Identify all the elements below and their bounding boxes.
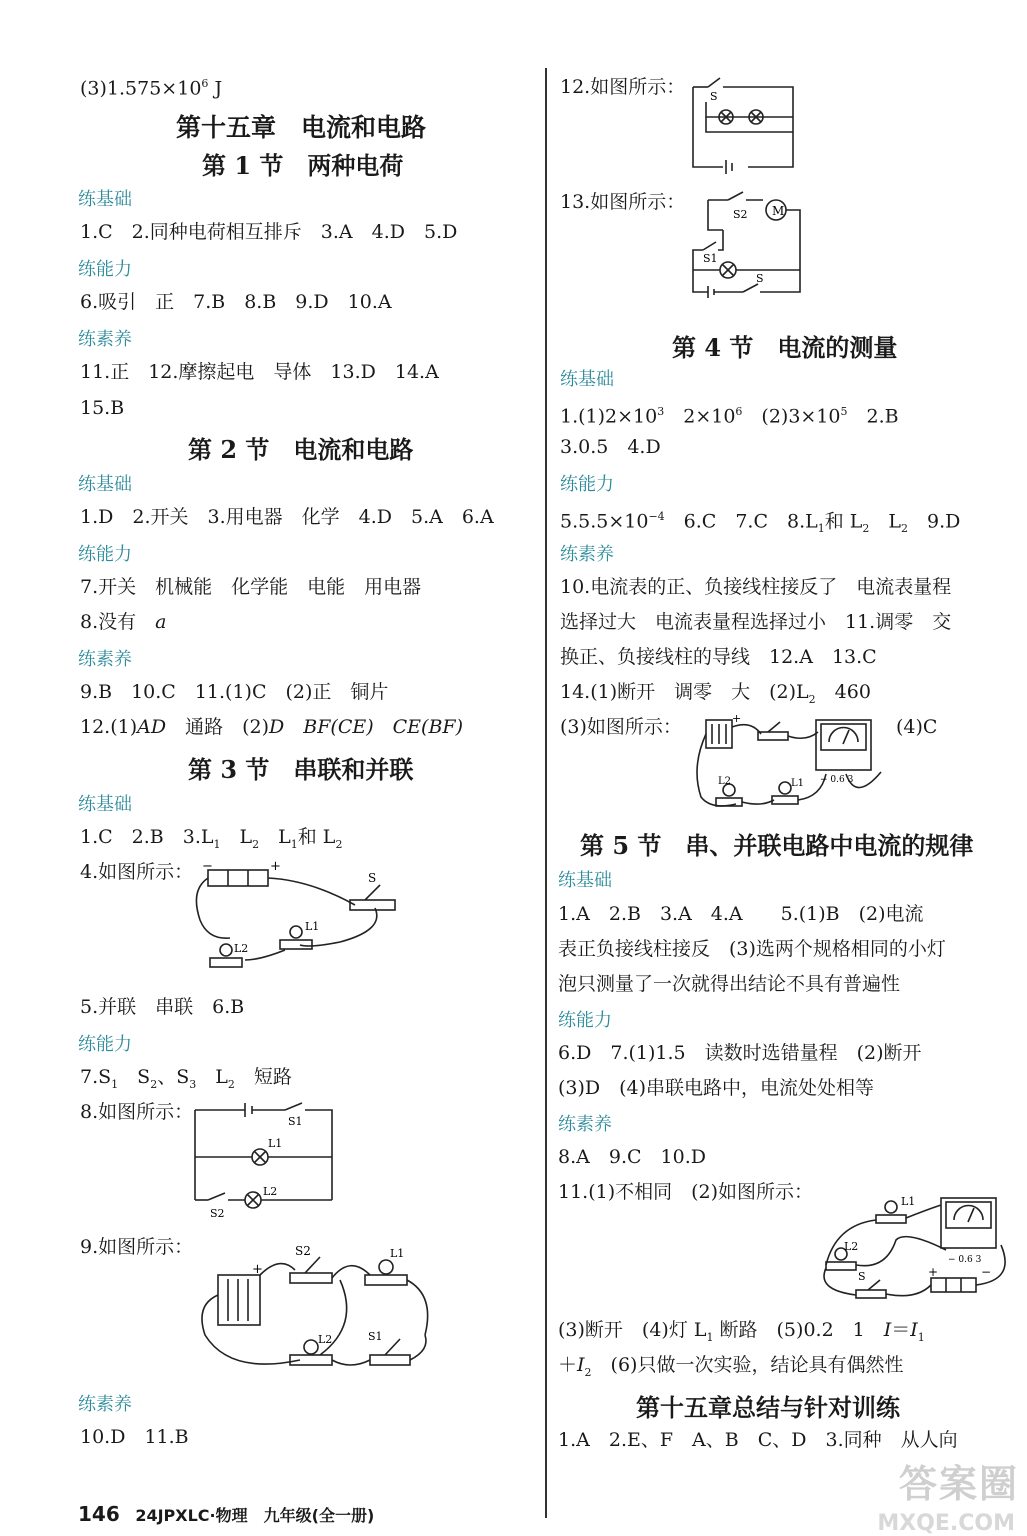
page-number: 146: [78, 1502, 120, 1526]
svg-text:S: S: [710, 90, 718, 103]
svg-text:M: M: [772, 204, 785, 218]
section-title-5: 第 5 节 串、并联电路中电流的规律: [580, 831, 974, 860]
answer-line: 泡只测量了一次就得出结论不具有普遍性: [558, 973, 901, 995]
answer-line: 4.如图所示：: [80, 861, 194, 883]
answer-line: 选择过大 电流表量程选择过小 11.调零 交: [560, 611, 952, 633]
svg-text:L2: L2: [263, 1185, 278, 1198]
answer-line: 6.吸引 正 7.B 8.B 9.D 10.A: [80, 291, 392, 313]
answer-line: (4)C: [896, 716, 938, 738]
answer-line: 10.D 11.B: [80, 1426, 189, 1448]
svg-text:L1: L1: [791, 778, 805, 789]
circuit-figure-8: [190, 1095, 340, 1220]
answer-line: $1.(1)2\times 10^3$ $2\times 10^6$ $(2)3\times 10^5$ 2.B: [560, 405, 899, 428]
circuit-figure-12: [688, 72, 798, 177]
svg-text:+: +: [732, 712, 742, 725]
answer-line: 12.如图所示：: [560, 76, 686, 98]
svg-text:L2: L2: [844, 1240, 859, 1253]
svg-text:L1: L1: [268, 1137, 283, 1150]
label-jichu: 练基础: [558, 870, 612, 891]
answer-line: 7.开关 机械能 化学能 电能 用电器: [80, 576, 422, 598]
answer-line: (3)断开 (4)灯 $L_1$ 断路 (5)0.2 1 $I=I_1$: [558, 1319, 925, 1344]
section-title-1: 第 1 节 两种电荷: [202, 151, 404, 180]
label-nengli: 练能力: [78, 544, 132, 565]
summary-title: 第十五章总结与针对训练: [636, 1393, 900, 1422]
answer-line: 表正负接线柱接反 (3)选两个规格相同的小灯: [558, 938, 946, 960]
answer-line: 1.A 2.B 3.A 4.A 5.(1)B (2)电流: [558, 903, 924, 925]
label-nengli: 练能力: [78, 259, 132, 280]
answer-line: 14.(1)断开 调零 大 $(2)L_2$ 460: [560, 681, 871, 706]
section-title-2: 第 2 节 电流和电路: [188, 435, 414, 464]
label-suyang: 练素养: [78, 649, 132, 670]
answer-line: 11.正 12.摩擦起电 导体 13.D 14.A: [80, 361, 439, 383]
svg-text:S1: S1: [368, 1330, 383, 1343]
circuit-figure-14: [696, 712, 886, 812]
svg-text:S1: S1: [288, 1115, 303, 1128]
svg-text:+: +: [252, 1262, 263, 1277]
page-footer: [78, 1502, 374, 1526]
svg-text:+: +: [928, 1265, 939, 1279]
answer-line: 8.如图所示：: [80, 1101, 194, 1123]
svg-text:−: −: [981, 1265, 992, 1279]
svg-text:L1: L1: [390, 1247, 405, 1260]
svg-text:S: S: [858, 1270, 866, 1283]
label-jichu: 练基础: [78, 794, 132, 815]
answer-line: 1.A 2.E、F A、B C、D 3.同种 从人向: [558, 1429, 958, 1451]
svg-text:S: S: [368, 871, 377, 885]
answer-line: 9.如图所示：: [80, 1236, 194, 1258]
svg-text:− 0.6 3: − 0.6 3: [948, 1255, 982, 1265]
label-suyang: 练素养: [78, 1394, 132, 1415]
svg-text:S2: S2: [733, 208, 748, 221]
answer-line: (3)D (4)串联电路中，电流处处相等: [558, 1077, 875, 1099]
watermark-url: MXQE.COM: [877, 1511, 1015, 1536]
section-title-4: 第 4 节 电流的测量: [672, 333, 898, 362]
svg-text:−: −: [202, 860, 213, 874]
label-nengli: 练能力: [558, 1010, 612, 1031]
label-nengli: 练能力: [78, 1034, 132, 1055]
label-jichu: 练基础: [78, 189, 132, 210]
answer-line: (3)如图所示：: [560, 716, 682, 738]
answer-line: 12.(1)AD 通路 (2)D BF(CE) CE(BF): [80, 716, 464, 738]
answer-line: $5.5.5\times 10^{-4}$ 6.C 7.C $8.L_1$和 $L_2$ $L_2$ 9.D: [560, 510, 961, 536]
svg-text:S: S: [756, 272, 764, 285]
svg-text:S2: S2: [210, 1207, 225, 1220]
answer-line: 1.D 2.开关 3.用电器 化学 4.D 5.A 6.A: [80, 506, 494, 528]
watermark-logo: 答案圈: [898, 1462, 1019, 1506]
circuit-figure-13: [688, 190, 813, 300]
answer-line: 10.电流表的正、负接线柱接反了 电流表量程: [560, 576, 952, 598]
circuit-figure-9: [190, 1235, 440, 1380]
answer-line: 换正、负接线柱的导线 12.A 13.C: [560, 646, 877, 668]
svg-text:L1: L1: [305, 920, 320, 933]
answer-line: 5.并联 串联 6.B: [80, 996, 245, 1018]
answer-line: 3.0.5 4.D: [560, 436, 661, 458]
svg-text:− 0.6 3: − 0.6 3: [820, 775, 854, 785]
answer-line: 6.D 7.(1)1.5 读数时选错量程 (2)断开: [558, 1042, 922, 1064]
column-divider: [545, 68, 547, 1518]
circuit-figure-11: [816, 1190, 1026, 1305]
section-title-3: 第 3 节 串联和并联: [188, 755, 414, 784]
label-nengli: 练能力: [560, 474, 614, 495]
answer-line: 11.(1)不相同 (2)如图所示：: [558, 1181, 814, 1203]
svg-text:L2: L2: [234, 942, 249, 955]
answer-line: 8.A 9.C 10.D: [558, 1146, 706, 1168]
svg-text:S2: S2: [295, 1244, 311, 1258]
circuit-figure-4: [190, 860, 405, 990]
svg-text:L2: L2: [318, 1333, 333, 1346]
svg-text:S1: S1: [703, 252, 718, 265]
answer-line: 1.C 2.B $3.L_1$ $L_2$ $L_1$和 $L_2$: [80, 826, 343, 851]
answer-line: 1.C 2.同种电荷相互排斥 3.A 4.D 5.D: [80, 221, 458, 243]
label-suyang: 练素养: [78, 329, 132, 350]
label-jichu: 练基础: [560, 369, 614, 390]
svg-text:+: +: [270, 860, 281, 874]
label-jichu: 练基础: [78, 474, 132, 495]
label-suyang: 练素养: [560, 544, 614, 565]
svg-text:L1: L1: [901, 1195, 916, 1208]
label-suyang: 练素养: [558, 1114, 612, 1135]
answer-line: 13.如图所示：: [560, 191, 686, 213]
answer-line: $+I_2$ (6)只做一次实验，结论具有偶然性: [558, 1354, 904, 1379]
answer-line: $7.S_1$ $S_2$、$S_3$ $L_2$ 短路: [80, 1066, 292, 1091]
answer-line: 9.B 10.C 11.(1)C (2)正 铜片: [80, 681, 389, 703]
svg-text:L2: L2: [718, 776, 732, 787]
chapter-title: 第十五章 电流和电路: [176, 113, 427, 142]
answer-line: 15.B: [80, 397, 125, 419]
answer-line: 8.没有 a: [80, 611, 167, 633]
top-line: $(3)1.575\times 10^6$ J: [80, 77, 223, 100]
book-code: 24JPXLC·物理 九年级(全一册): [135, 1506, 375, 1525]
